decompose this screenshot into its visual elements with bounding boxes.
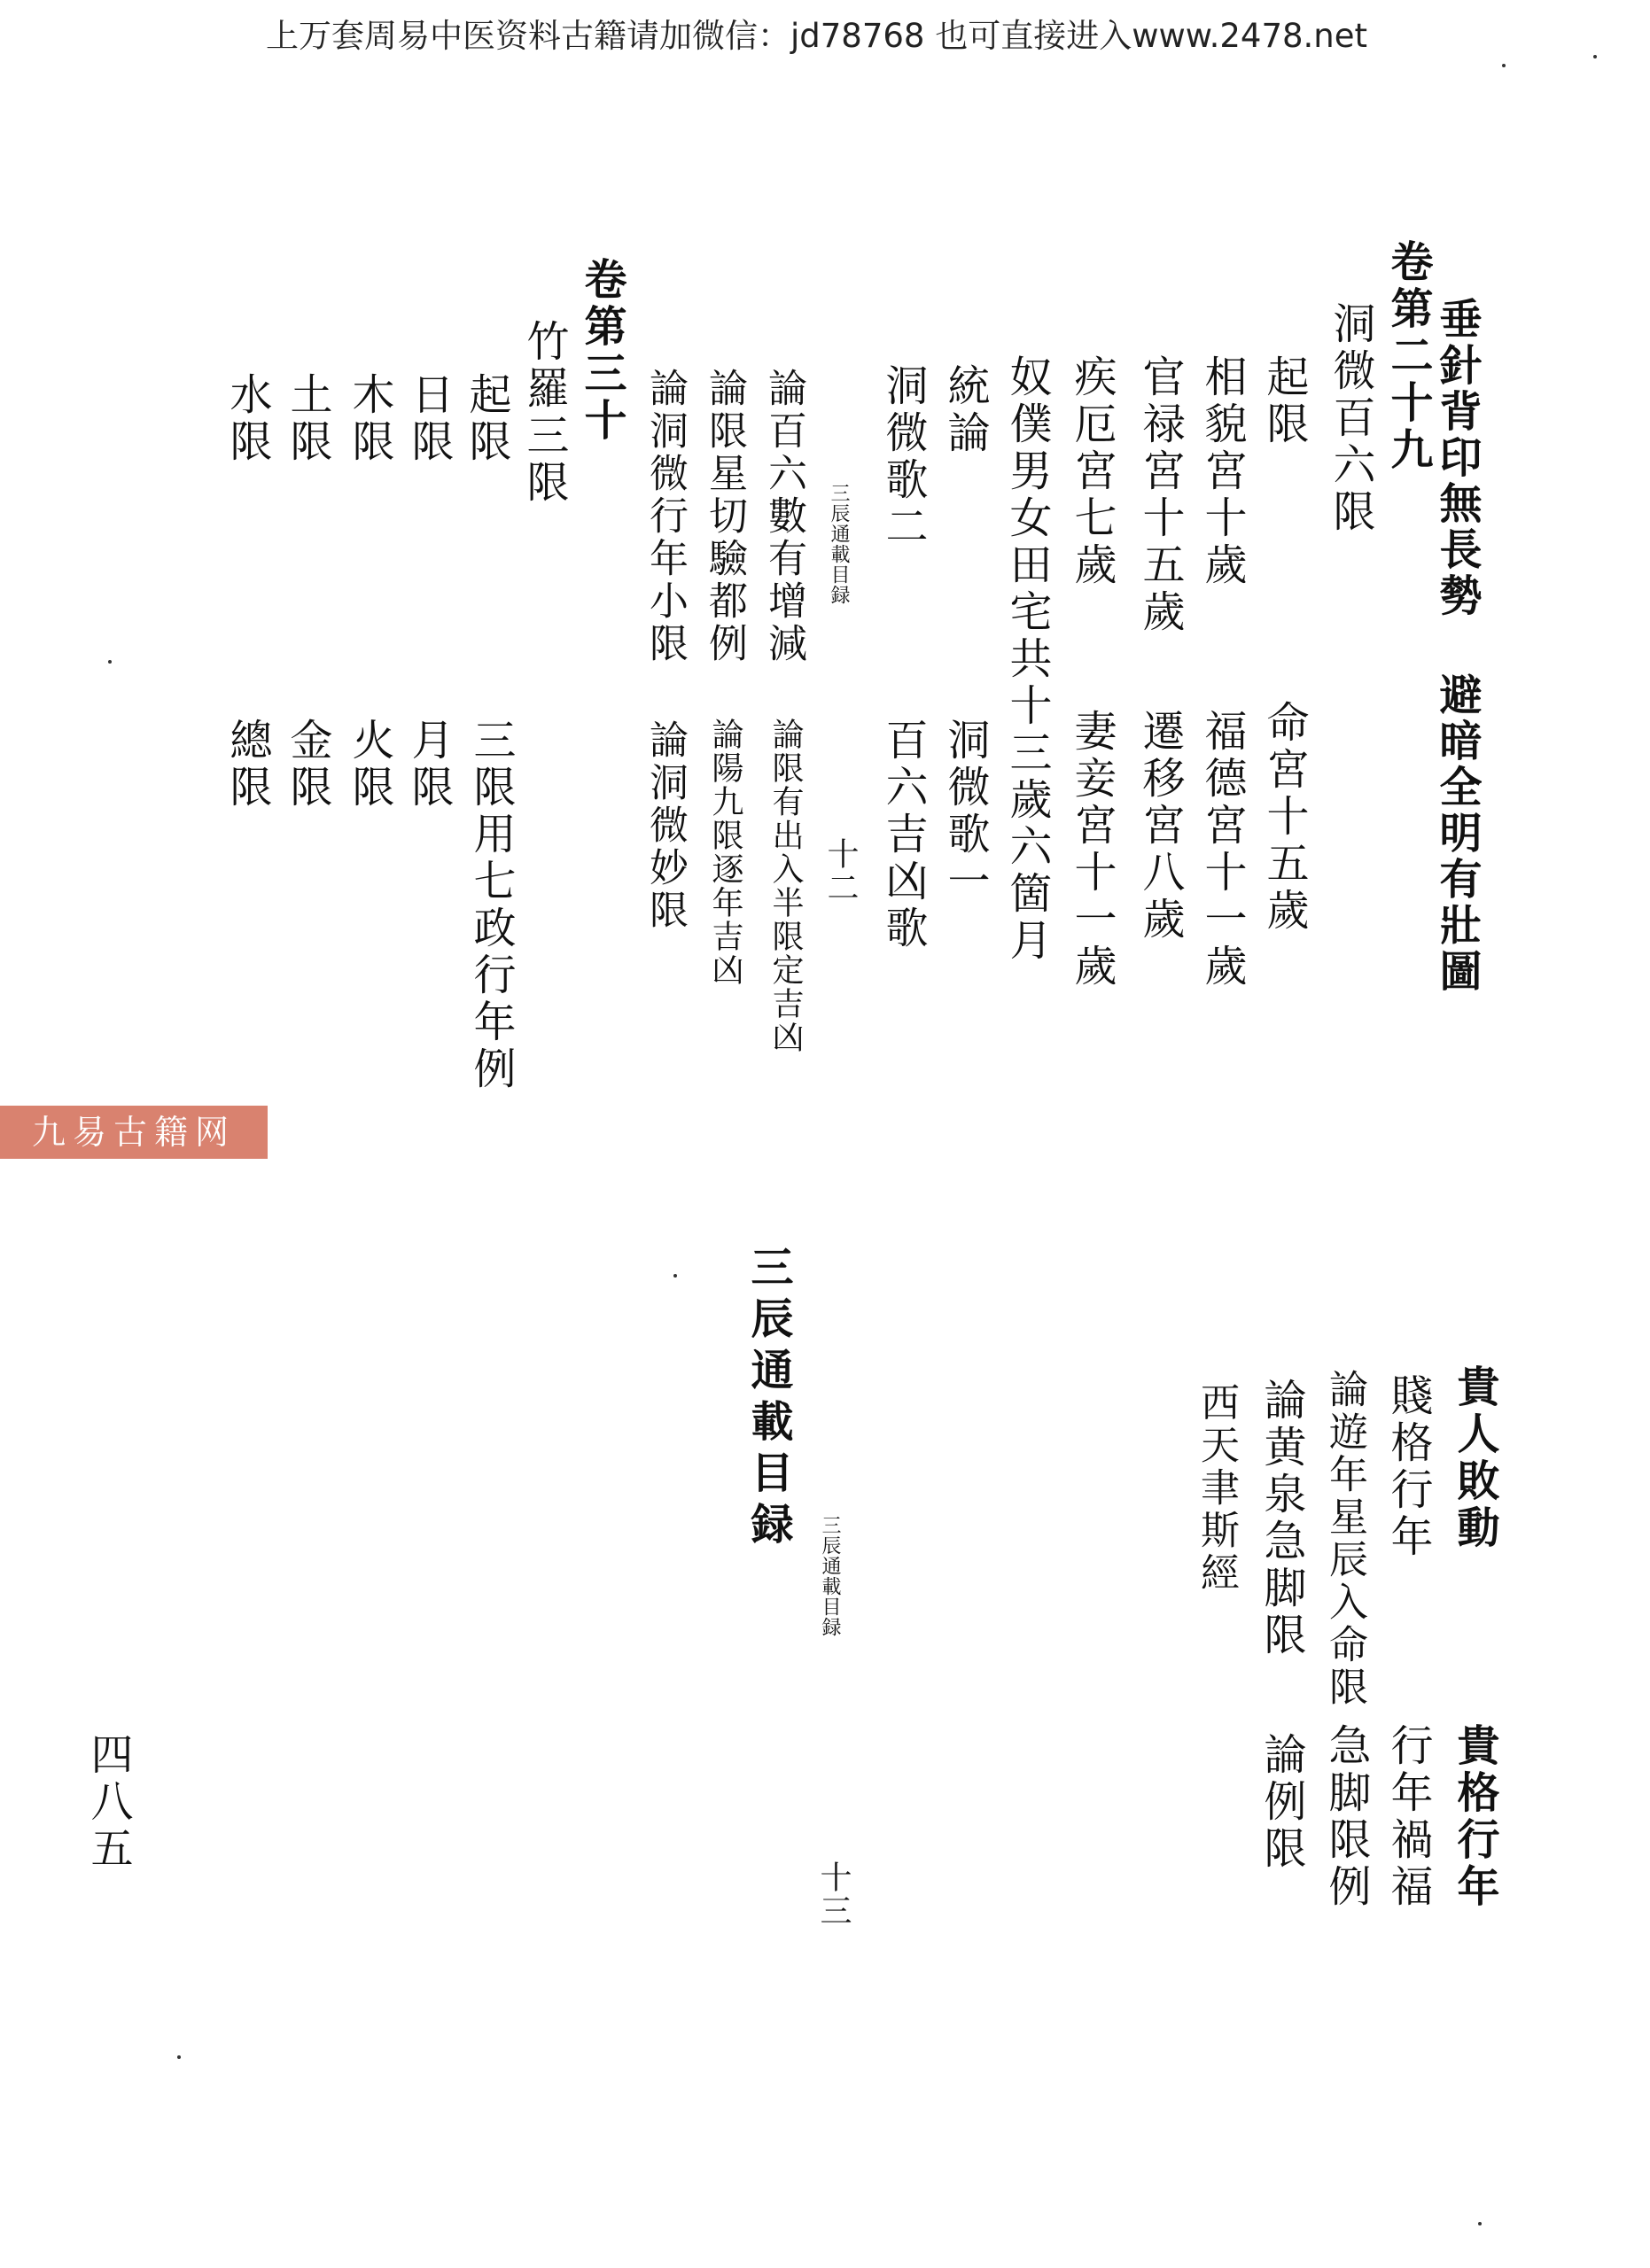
jijiao-xianli: 急脚限例 xyxy=(1321,1723,1371,1911)
vol29-subheading: 垂針背印無長勢 避暗全明有壯圖 xyxy=(1432,297,1482,995)
dongwei-ge-1: 洞微歌一 xyxy=(940,718,990,905)
baiiu-jixiong-ge: 百六吉凶歌 xyxy=(878,718,928,952)
lower-title: 三辰通載目録 xyxy=(743,1245,793,1553)
vol30-qizheng-li: 三限用七政行年例 xyxy=(466,718,516,1093)
scan-speck xyxy=(1502,64,1506,67)
lun-xian-churu: 論限有出入半限定吉凶 xyxy=(767,718,804,1054)
scan-speck xyxy=(108,660,112,664)
lun-lixian: 論例限 xyxy=(1257,1732,1306,1873)
scan-speck xyxy=(177,2055,181,2059)
minggong-entry: 命宮十五歲 xyxy=(1259,700,1309,935)
yuexian: 月限 xyxy=(404,718,454,812)
watermark-stamp: 九易古籍网 xyxy=(0,1106,268,1159)
guige-xingnian: 貴格行年 xyxy=(1450,1723,1499,1911)
jinxian: 金限 xyxy=(283,718,332,812)
vol30-qixian: 起限 xyxy=(462,372,511,466)
shuixian: 水限 xyxy=(222,372,272,466)
scan-speck xyxy=(1593,55,1597,58)
lun-dongwei-miaoxian: 論洞微妙限 xyxy=(642,719,688,932)
xingnian-huofu: 行年禍福 xyxy=(1383,1723,1433,1911)
huoxian: 火限 xyxy=(345,718,394,812)
vol30-heading: 卷第三十 xyxy=(577,257,627,445)
scan-speck xyxy=(1478,2222,1482,2225)
tonglun-entry: 統論 xyxy=(940,363,990,457)
zongxian: 總限 xyxy=(222,718,272,812)
vol29-chapter: 洞微百六限 xyxy=(1326,301,1375,536)
margin-label-lower: 三辰通載目録 xyxy=(819,1515,841,1637)
margin-label-upper: 三辰通載目録 xyxy=(828,483,850,605)
nupu-entry: 奴僕男女田宅共十三歲六箇月 xyxy=(1002,354,1052,965)
margin-page-upper: 十二 xyxy=(822,837,859,905)
lun-younian: 論遊年星辰入命限 xyxy=(1322,1369,1367,1709)
margin-page-lower: 十三 xyxy=(815,1860,852,1928)
jiange-xingnian: 賤格行年 xyxy=(1383,1373,1433,1561)
lun-dongwei-xingnian: 論洞微行年小限 xyxy=(642,368,688,665)
lun-yangjiu: 論陽九限逐年吉凶 xyxy=(707,718,743,987)
qiqie-entry: 妻妾宮十一歲 xyxy=(1067,709,1117,990)
fude-entry: 福德宮十一歲 xyxy=(1197,709,1247,990)
xiangmao-entry: 相貌宮十歲 xyxy=(1197,354,1247,589)
qixian-label: 起限 xyxy=(1259,354,1309,448)
vol29-heading: 卷第二十九 xyxy=(1383,239,1433,474)
scan-speck xyxy=(673,1274,677,1278)
rixian: 日限 xyxy=(404,372,454,466)
dongwei-ge-2: 洞微歌二 xyxy=(878,363,928,551)
lun-bailiushu: 論百六數有增減 xyxy=(761,368,806,665)
muxian: 木限 xyxy=(345,372,394,466)
page-number: 四八五 xyxy=(83,1732,133,1873)
tuxian: 土限 xyxy=(283,372,332,466)
watermark-header: 上万套周易中医资料古籍请加微信：jd78768 也可直接进入www.2478.net xyxy=(266,17,1368,55)
guanlu-entry: 官禄宮十五歲 xyxy=(1135,354,1185,636)
jie-entry: 疾厄宮七歲 xyxy=(1067,354,1117,589)
lun-xianxing: 論限星切驗都例 xyxy=(702,368,747,665)
vol30-chapter: 竹羅三限 xyxy=(519,319,569,507)
guiren-baidong: 貴人敗動 xyxy=(1450,1364,1499,1552)
qianyi-entry: 遷移宮八歲 xyxy=(1135,709,1185,944)
lun-huangquan: 論黄泉急脚限 xyxy=(1257,1378,1306,1659)
xitian-yusijing: 西天聿斯經 xyxy=(1194,1382,1239,1595)
